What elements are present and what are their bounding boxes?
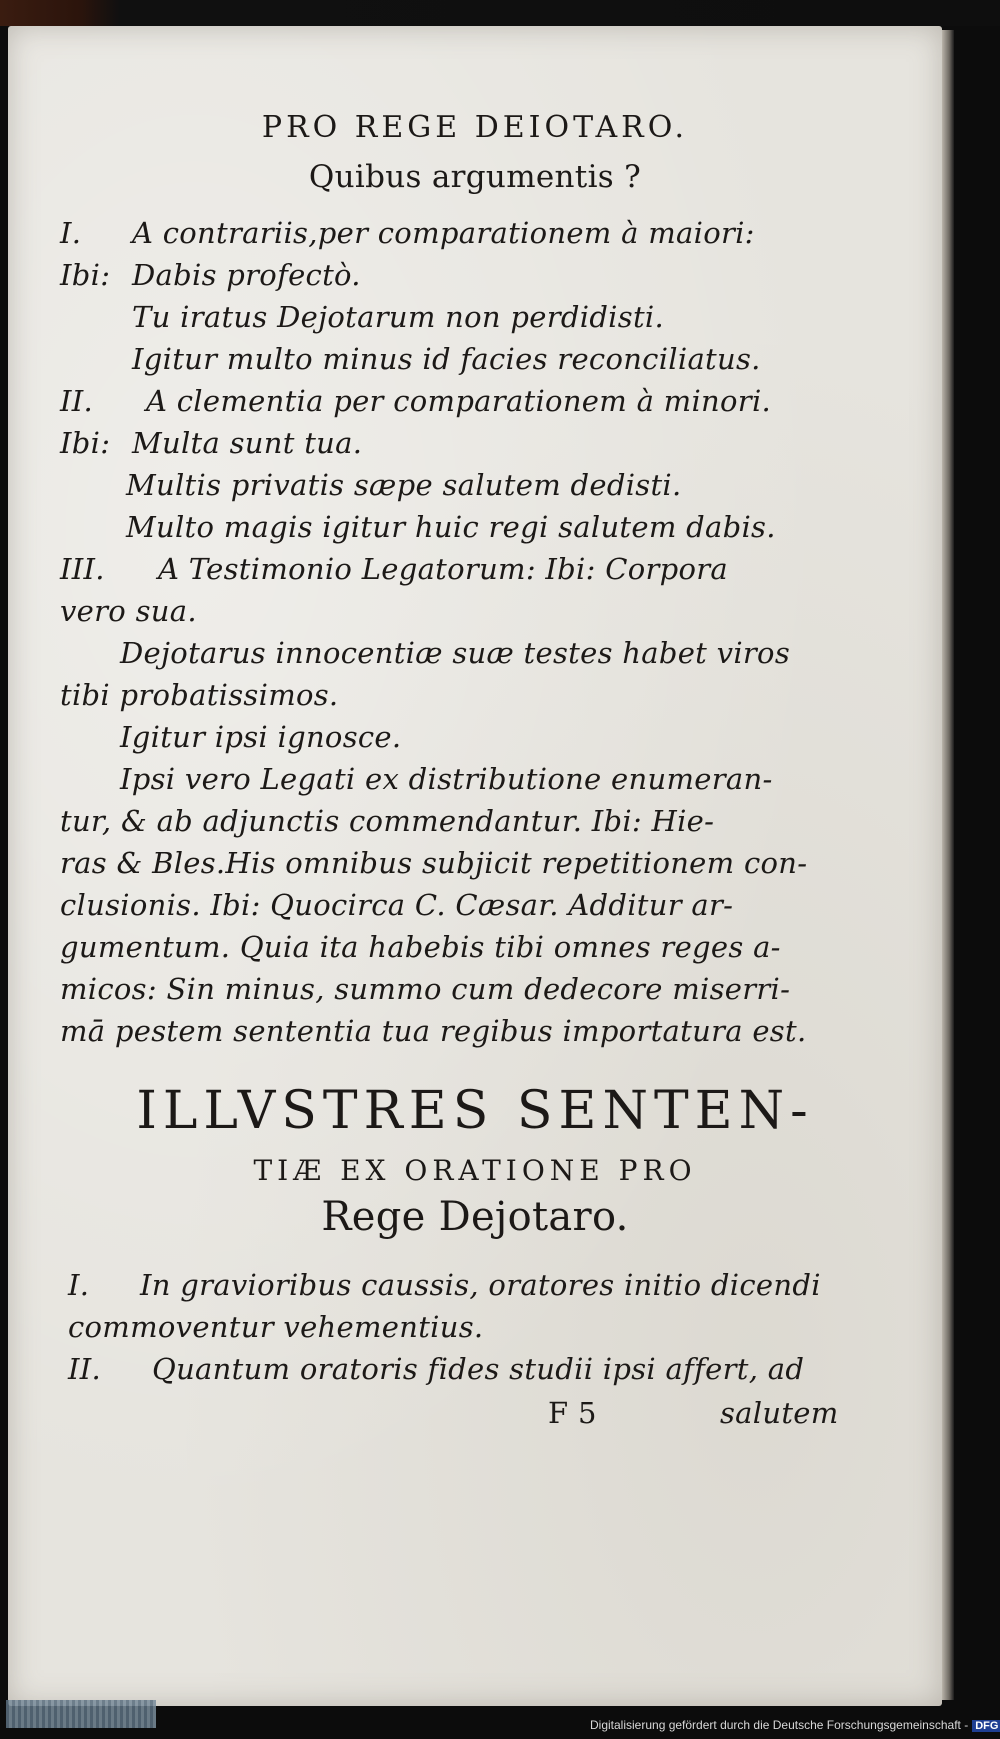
argument-line-15: tur, & ab adjunctis commendantur. Ibi: Hie-	[60, 804, 715, 838]
line-text: Multa sunt tua.	[132, 426, 363, 460]
argument-line-3: Tu iratus Dejotarum non perdidisti.	[132, 300, 664, 334]
binding-tape	[6, 1700, 156, 1728]
scan-background-top	[0, 0, 1000, 26]
credit-text: Digitalisierung gefördert durch die Deutsche Forschungsgemeinschaft -	[590, 1718, 969, 1732]
argument-line-11: Dejotarus innocentiæ suæ testes habet viros	[120, 636, 791, 670]
line-number: III.	[60, 552, 105, 586]
signature-mark: F 5	[548, 1396, 597, 1430]
sententia-number: II.	[68, 1352, 102, 1386]
line-text: A clementia per comparationem à minori.	[146, 384, 772, 418]
page-text	[8, 26, 942, 1706]
argument-line-2	[60, 258, 361, 292]
argument-line-5	[60, 384, 771, 418]
argument-line-4: Igitur multo minus id facies reconciliatus.	[132, 342, 761, 376]
line-text: In gravioribus caussis, oratores initio dicendi	[140, 1268, 821, 1302]
line-label: Ibi:	[60, 258, 111, 292]
section-title-line-1: ILLVSTRES SENTEN-	[136, 1081, 814, 1141]
argument-line-18: gumentum. Quia ita habebis tibi omnes reges a-	[60, 930, 781, 964]
line-number: II.	[60, 384, 94, 418]
sententia-1-line-2: commoventur vehementius.	[68, 1310, 484, 1344]
section-title-line-3: Rege Dejotaro.	[321, 1194, 629, 1240]
line-label: Ibi:	[60, 426, 111, 460]
line-text: Quantum oratoris fides studii ipsi affert, ad	[152, 1352, 805, 1386]
sententia-number: I.	[68, 1268, 90, 1302]
line-text: A Testimonio Legatorum: Ibi: Corpora	[158, 552, 728, 586]
line-text: A contrariis,per comparationem à maiori:	[132, 216, 755, 250]
argument-line-9	[60, 552, 728, 586]
argument-line-17: clusionis. Ibi: Quocirca C. Cæsar. Additur ar-	[60, 888, 734, 922]
argument-line-12: tibi probatissimos.	[60, 678, 339, 712]
line-number: I.	[60, 216, 82, 250]
argument-line-6	[60, 426, 362, 460]
argument-line-7: Multis privatis sæpe salutem dedisti.	[126, 468, 682, 502]
argument-line-14: Ipsi vero Legati ex distributione enumeran-	[120, 762, 773, 796]
argument-line-10: vero sua.	[60, 594, 197, 628]
catchword: salutem	[720, 1396, 839, 1430]
sententia-1-line-1	[68, 1268, 821, 1302]
page-edge-shadow	[942, 30, 954, 1700]
dfg-logo-icon: DFG	[972, 1720, 1000, 1732]
sententia-2-line-1	[68, 1352, 804, 1386]
argument-line-1	[60, 216, 755, 250]
argument-line-16: ras & Bles.His omnibus subjicit repetitionem con-	[60, 846, 808, 880]
line-text: Dabis profectò.	[132, 258, 361, 292]
digitization-credit	[590, 1718, 999, 1736]
argument-line-8: Multo magis igitur huic regi salutem dabis.	[126, 510, 776, 544]
running-head: PRO REGE DEIOTARO.	[261, 110, 689, 145]
subhead: Quibus argumentis ?	[308, 159, 642, 195]
book-page	[8, 26, 942, 1706]
argument-line-13: Igitur ipsi ignosce.	[120, 720, 402, 754]
section-title-line-2: TIÆ EX ORATIONE PRO	[253, 1154, 697, 1187]
argument-line-20: mā pestem sententia tua regibus importatura est.	[60, 1014, 807, 1048]
argument-line-19: micos: Sin minus, summo cum dedecore miserri-	[60, 972, 791, 1006]
